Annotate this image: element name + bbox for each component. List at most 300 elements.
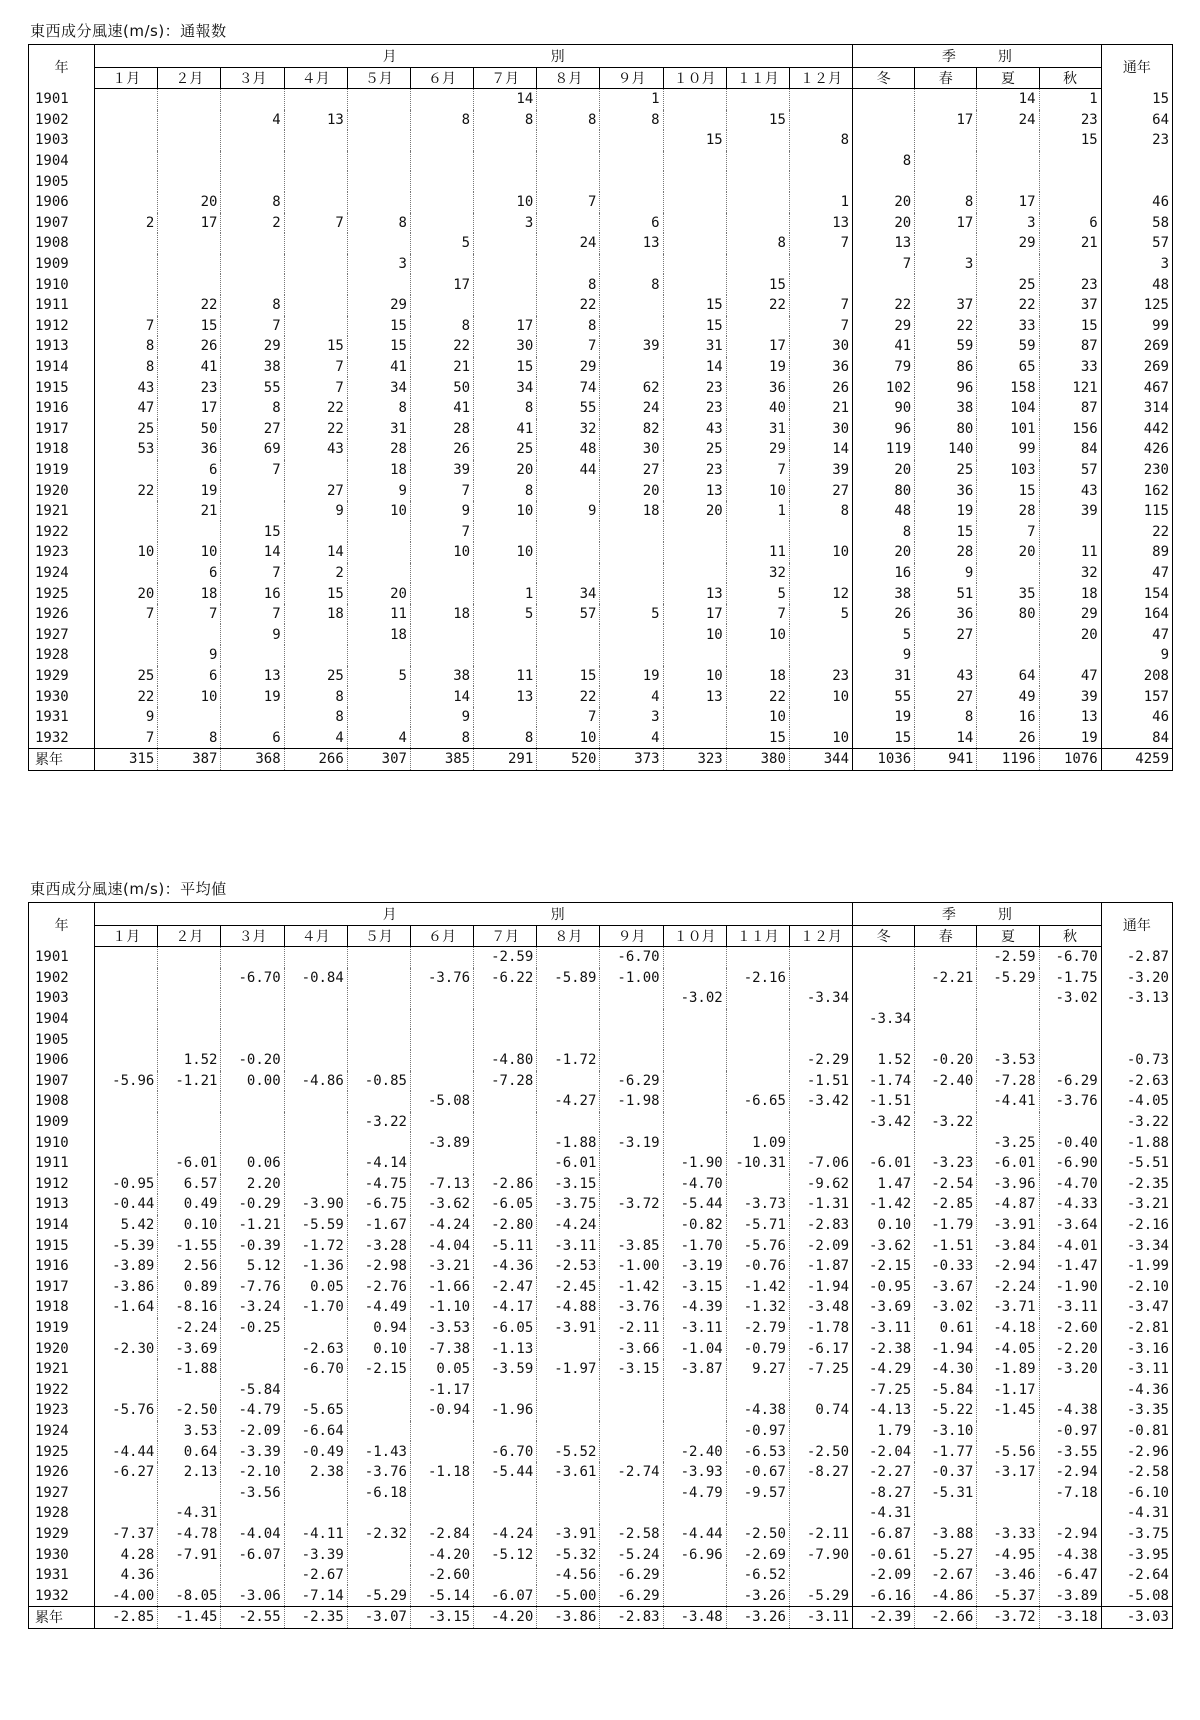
value-cell xyxy=(789,645,852,666)
season-header: 春 xyxy=(915,926,977,947)
value-cell xyxy=(726,213,789,234)
value-cell: -2.81 xyxy=(1101,1318,1172,1339)
value-cell: 27 xyxy=(915,624,977,645)
value-cell xyxy=(726,151,789,172)
month-header: ５月 xyxy=(347,926,410,947)
value-cell: -3.96 xyxy=(977,1174,1039,1195)
value-cell: -3.75 xyxy=(537,1194,600,1215)
value-cell: 57 xyxy=(1101,233,1172,254)
value-cell: 0.05 xyxy=(410,1359,473,1380)
value-cell: 20 xyxy=(600,480,663,501)
value-cell: 53 xyxy=(95,439,158,460)
table-row xyxy=(29,233,1173,254)
value-cell: -5.96 xyxy=(95,1071,158,1092)
value-cell: 7 xyxy=(537,336,600,357)
year-cell: 1910 xyxy=(29,274,95,295)
value-cell: -3.76 xyxy=(1039,1091,1101,1112)
value-cell: -3.34 xyxy=(789,988,852,1009)
value-cell: 87 xyxy=(1039,336,1101,357)
value-cell xyxy=(474,521,537,542)
value-cell xyxy=(284,89,347,110)
year-cell: 1921 xyxy=(29,501,95,522)
value-cell: -2.35 xyxy=(284,1607,347,1629)
value-cell: -2.55 xyxy=(221,1607,284,1629)
table-row xyxy=(29,1297,1173,1318)
value-cell xyxy=(284,233,347,254)
value-cell xyxy=(410,1441,473,1462)
value-cell: -3.84 xyxy=(977,1235,1039,1256)
value-cell: -4.20 xyxy=(474,1607,537,1629)
value-cell: 20 xyxy=(977,542,1039,563)
value-cell: 27 xyxy=(284,480,347,501)
value-cell: -3.02 xyxy=(1039,988,1101,1009)
total-label-cell: 累年 xyxy=(29,1607,95,1629)
value-cell: 96 xyxy=(915,377,977,398)
value-cell: -0.37 xyxy=(915,1462,977,1483)
value-cell: 15 xyxy=(221,521,284,542)
value-cell: 27 xyxy=(600,460,663,481)
value-cell: 7 xyxy=(537,707,600,728)
value-cell: -2.86 xyxy=(474,1174,537,1195)
value-cell xyxy=(347,89,410,110)
table-row xyxy=(29,1029,1173,1050)
value-cell xyxy=(95,171,158,192)
value-cell: 8 xyxy=(915,192,977,213)
value-cell xyxy=(221,171,284,192)
value-cell xyxy=(347,1050,410,1071)
value-cell xyxy=(410,1009,473,1030)
value-cell xyxy=(284,295,347,316)
value-cell xyxy=(474,295,537,316)
value-cell: 1.09 xyxy=(726,1132,789,1153)
value-cell: 17 xyxy=(663,604,726,625)
year-cell: 1926 xyxy=(29,604,95,625)
value-cell xyxy=(915,1029,977,1050)
value-cell: -4.86 xyxy=(284,1071,347,1092)
value-cell: -5.51 xyxy=(1101,1153,1172,1174)
value-cell: -0.95 xyxy=(95,1174,158,1195)
value-cell xyxy=(726,1050,789,1071)
table-row xyxy=(29,460,1173,481)
value-cell: 5 xyxy=(853,624,915,645)
value-cell: 38 xyxy=(410,666,473,687)
value-cell xyxy=(789,274,852,295)
value-cell: -4.38 xyxy=(1039,1544,1101,1565)
value-cell: -3.11 xyxy=(537,1235,600,1256)
value-cell xyxy=(663,645,726,666)
value-cell: 5.42 xyxy=(95,1215,158,1236)
value-cell: -1.43 xyxy=(347,1441,410,1462)
value-cell xyxy=(158,151,221,172)
mean-table xyxy=(28,902,1173,1629)
value-cell: 344 xyxy=(789,749,852,771)
value-cell: -4.39 xyxy=(663,1297,726,1318)
value-cell: 18 xyxy=(158,583,221,604)
value-cell: 15 xyxy=(726,110,789,131)
value-cell xyxy=(789,1112,852,1133)
value-cell: -0.82 xyxy=(663,1215,726,1236)
value-cell: 23 xyxy=(663,398,726,419)
value-cell: 10 xyxy=(410,542,473,563)
value-cell xyxy=(789,521,852,542)
value-cell: -5.08 xyxy=(410,1091,473,1112)
value-cell: -3.91 xyxy=(977,1215,1039,1236)
table-row xyxy=(29,130,1173,151)
value-cell xyxy=(915,1009,977,1030)
value-cell xyxy=(977,1009,1039,1030)
value-cell: 82 xyxy=(600,419,663,440)
value-cell: -3.11 xyxy=(1101,1359,1172,1380)
value-cell: -3.53 xyxy=(410,1318,473,1339)
table-row xyxy=(29,295,1173,316)
year-cell: 1927 xyxy=(29,1482,95,1503)
value-cell: 10 xyxy=(726,624,789,645)
value-cell: -1.94 xyxy=(915,1338,977,1359)
value-cell: 156 xyxy=(1039,419,1101,440)
value-cell xyxy=(474,233,537,254)
value-cell: 20 xyxy=(853,460,915,481)
value-cell: 8 xyxy=(221,295,284,316)
value-cell xyxy=(284,1132,347,1153)
value-cell xyxy=(284,1379,347,1400)
value-cell xyxy=(663,947,726,968)
value-cell xyxy=(537,624,600,645)
value-cell: 291 xyxy=(474,749,537,771)
value-cell xyxy=(853,110,915,131)
value-cell: -5.24 xyxy=(600,1544,663,1565)
value-cell: 31 xyxy=(726,419,789,440)
year-cell: 1927 xyxy=(29,624,95,645)
value-cell: 2 xyxy=(221,213,284,234)
value-cell: 55 xyxy=(537,398,600,419)
value-cell: -1.79 xyxy=(915,1215,977,1236)
value-cell xyxy=(600,1482,663,1503)
value-cell xyxy=(726,947,789,968)
value-cell xyxy=(663,192,726,213)
value-cell: 21 xyxy=(789,398,852,419)
table-row xyxy=(29,727,1173,748)
value-cell: -1.78 xyxy=(789,1318,852,1339)
value-cell: 22 xyxy=(726,686,789,707)
value-cell: -6.01 xyxy=(537,1153,600,1174)
value-cell xyxy=(537,1071,600,1092)
value-cell xyxy=(221,707,284,728)
month-header: ６月 xyxy=(410,68,473,89)
value-cell: 125 xyxy=(1101,295,1172,316)
value-cell xyxy=(95,1009,158,1030)
value-cell xyxy=(221,480,284,501)
value-cell xyxy=(474,1029,537,1050)
value-cell xyxy=(853,89,915,110)
value-cell xyxy=(600,316,663,337)
value-cell: 15 xyxy=(726,274,789,295)
value-cell xyxy=(221,274,284,295)
value-cell: 10 xyxy=(474,192,537,213)
value-cell: 8 xyxy=(726,233,789,254)
value-cell: 22 xyxy=(158,295,221,316)
value-cell: 34 xyxy=(474,377,537,398)
value-cell: 10 xyxy=(726,480,789,501)
value-cell: -3.76 xyxy=(600,1297,663,1318)
value-cell: -6.64 xyxy=(284,1421,347,1442)
value-cell xyxy=(284,460,347,481)
value-cell xyxy=(221,130,284,151)
value-cell xyxy=(853,1132,915,1153)
month-header: ４月 xyxy=(284,68,347,89)
value-cell: 41 xyxy=(347,357,410,378)
value-cell xyxy=(663,1009,726,1030)
value-cell: 8 xyxy=(537,110,600,131)
value-cell: -5.76 xyxy=(95,1400,158,1421)
value-cell: -0.94 xyxy=(410,1400,473,1421)
value-cell: -3.19 xyxy=(600,1132,663,1153)
value-cell: 15 xyxy=(284,336,347,357)
value-cell: 38 xyxy=(853,583,915,604)
value-cell: -1.42 xyxy=(853,1194,915,1215)
value-cell: -9.62 xyxy=(789,1174,852,1195)
value-cell: -4.33 xyxy=(1039,1194,1101,1215)
year-cell: 1905 xyxy=(29,1029,95,1050)
value-cell: -5.29 xyxy=(977,968,1039,989)
value-cell xyxy=(410,1482,473,1503)
value-cell: -1.47 xyxy=(1039,1256,1101,1277)
value-cell xyxy=(410,151,473,172)
value-cell xyxy=(663,213,726,234)
value-cell: 3 xyxy=(347,254,410,275)
value-cell: 15 xyxy=(158,316,221,337)
value-cell xyxy=(600,1379,663,1400)
table-row xyxy=(29,377,1173,398)
value-cell: 48 xyxy=(1101,274,1172,295)
value-cell: 3 xyxy=(474,213,537,234)
value-cell: 20 xyxy=(853,213,915,234)
value-cell: -4.70 xyxy=(663,1174,726,1195)
value-cell: -3.56 xyxy=(221,1482,284,1503)
value-cell xyxy=(663,110,726,131)
month-header: １２月 xyxy=(789,68,852,89)
value-cell xyxy=(474,1379,537,1400)
value-cell: -3.47 xyxy=(1101,1297,1172,1318)
value-cell: 315 xyxy=(95,749,158,771)
value-cell xyxy=(663,1112,726,1133)
value-cell: 15 xyxy=(915,521,977,542)
value-cell xyxy=(95,563,158,584)
value-cell: 8 xyxy=(474,727,537,748)
value-cell: -3.90 xyxy=(284,1194,347,1215)
table-row xyxy=(29,1503,1173,1524)
value-cell: 7 xyxy=(789,316,852,337)
value-cell: -2.94 xyxy=(1039,1524,1101,1545)
value-cell: 7 xyxy=(284,357,347,378)
value-cell: 8 xyxy=(474,480,537,501)
value-cell: 23 xyxy=(789,666,852,687)
value-cell: -6.65 xyxy=(726,1091,789,1112)
value-cell xyxy=(95,988,158,1009)
value-cell xyxy=(95,1318,158,1339)
value-cell: -8.05 xyxy=(158,1585,221,1606)
value-cell: 28 xyxy=(977,501,1039,522)
value-cell: 26 xyxy=(977,727,1039,748)
month-header: ７月 xyxy=(474,926,537,947)
value-cell xyxy=(284,1029,347,1050)
value-cell xyxy=(158,254,221,275)
value-cell: -7.06 xyxy=(789,1153,852,1174)
value-cell: 7 xyxy=(789,233,852,254)
table-row xyxy=(29,624,1173,645)
value-cell: 1.47 xyxy=(853,1174,915,1195)
month-group-header: 月 別 xyxy=(95,45,853,68)
value-cell xyxy=(726,1174,789,1195)
value-cell: 6 xyxy=(1039,213,1101,234)
value-cell: 17 xyxy=(977,192,1039,213)
value-cell xyxy=(221,1503,284,1524)
year-cell: 1914 xyxy=(29,1215,95,1236)
value-cell: 5.12 xyxy=(221,1256,284,1277)
value-cell xyxy=(158,947,221,968)
value-cell xyxy=(726,1071,789,1092)
value-cell: -2.94 xyxy=(1039,1462,1101,1483)
value-cell xyxy=(474,171,537,192)
value-cell: 8 xyxy=(600,110,663,131)
year-cell: 1916 xyxy=(29,1256,95,1277)
value-cell: -3.53 xyxy=(977,1050,1039,1071)
value-cell: 23 xyxy=(1039,274,1101,295)
year-cell: 1931 xyxy=(29,707,95,728)
value-cell xyxy=(95,254,158,275)
value-cell xyxy=(977,1029,1039,1050)
value-cell xyxy=(158,89,221,110)
season-header: 秋 xyxy=(1039,68,1101,89)
value-cell: 84 xyxy=(1039,439,1101,460)
value-cell: -6.52 xyxy=(726,1565,789,1586)
value-cell: -4.41 xyxy=(977,1091,1039,1112)
value-cell: 15 xyxy=(726,727,789,748)
value-cell: 36 xyxy=(789,357,852,378)
value-cell: 20 xyxy=(853,192,915,213)
value-cell: -2.53 xyxy=(537,1256,600,1277)
value-cell: -3.25 xyxy=(977,1132,1039,1153)
year-cell: 1920 xyxy=(29,1338,95,1359)
value-cell: -2.63 xyxy=(284,1338,347,1359)
value-cell xyxy=(600,1153,663,1174)
value-cell xyxy=(347,151,410,172)
value-cell: -2.27 xyxy=(853,1462,915,1483)
value-cell xyxy=(789,171,852,192)
value-cell: -3.26 xyxy=(726,1607,789,1629)
value-cell xyxy=(95,460,158,481)
value-cell: 15 xyxy=(537,666,600,687)
table-row xyxy=(29,707,1173,728)
value-cell: 4259 xyxy=(1101,749,1172,771)
value-cell xyxy=(726,1112,789,1133)
value-cell xyxy=(221,501,284,522)
value-cell: 64 xyxy=(1101,110,1172,131)
value-cell: 37 xyxy=(1039,295,1101,316)
value-cell xyxy=(1039,171,1101,192)
value-cell xyxy=(600,1400,663,1421)
count-table-section xyxy=(28,20,1173,771)
count-table-body xyxy=(29,89,1173,771)
year-cell: 1902 xyxy=(29,110,95,131)
value-cell: 47 xyxy=(1101,624,1172,645)
year-cell: 1908 xyxy=(29,1091,95,1112)
value-cell xyxy=(726,171,789,192)
value-cell: 14 xyxy=(789,439,852,460)
year-cell: 1922 xyxy=(29,1379,95,1400)
year-cell: 1917 xyxy=(29,1277,95,1298)
value-cell xyxy=(95,151,158,172)
value-cell xyxy=(221,988,284,1009)
value-cell: -4.31 xyxy=(1101,1503,1172,1524)
value-cell: 8 xyxy=(600,274,663,295)
value-cell: -2.40 xyxy=(915,1071,977,1092)
value-cell: 47 xyxy=(95,398,158,419)
value-cell: 442 xyxy=(1101,419,1172,440)
year-cell: 1904 xyxy=(29,151,95,172)
table-row xyxy=(29,1359,1173,1380)
value-cell: 22 xyxy=(537,686,600,707)
value-cell: 25 xyxy=(474,439,537,460)
value-cell xyxy=(600,583,663,604)
value-cell: 15 xyxy=(347,316,410,337)
value-cell xyxy=(284,151,347,172)
value-cell xyxy=(284,1482,347,1503)
value-cell xyxy=(95,1091,158,1112)
value-cell xyxy=(158,988,221,1009)
value-cell: 10 xyxy=(789,727,852,748)
value-cell: -1.13 xyxy=(474,1338,537,1359)
value-cell xyxy=(915,1132,977,1153)
value-cell: 9 xyxy=(1101,645,1172,666)
value-cell: -1.94 xyxy=(789,1277,852,1298)
table-row xyxy=(29,192,1173,213)
value-cell: 0.74 xyxy=(789,1400,852,1421)
season-header: 春 xyxy=(915,68,977,89)
value-cell xyxy=(158,1091,221,1112)
value-cell: 1196 xyxy=(977,749,1039,771)
value-cell: 4 xyxy=(221,110,284,131)
value-cell: 15 xyxy=(1039,316,1101,337)
value-cell: -5.11 xyxy=(474,1235,537,1256)
value-cell: 13 xyxy=(600,233,663,254)
value-cell xyxy=(347,1379,410,1400)
value-cell: -1.42 xyxy=(600,1277,663,1298)
value-cell xyxy=(789,624,852,645)
value-cell: 0.64 xyxy=(158,1441,221,1462)
year-cell: 1904 xyxy=(29,1009,95,1030)
year-cell: 1932 xyxy=(29,727,95,748)
value-cell xyxy=(789,1029,852,1050)
table-row xyxy=(29,563,1173,584)
value-cell: 941 xyxy=(915,749,977,771)
value-cell xyxy=(977,151,1039,172)
table-row xyxy=(29,419,1173,440)
value-cell: -3.34 xyxy=(853,1009,915,1030)
value-cell: 7 xyxy=(221,460,284,481)
value-cell: -4.24 xyxy=(474,1524,537,1545)
value-cell: -5.29 xyxy=(789,1585,852,1606)
value-cell: 19 xyxy=(1039,727,1101,748)
value-cell: -4.31 xyxy=(158,1503,221,1524)
value-cell: 3 xyxy=(600,707,663,728)
value-cell: -3.07 xyxy=(347,1607,410,1629)
value-cell xyxy=(726,89,789,110)
value-cell: 7 xyxy=(789,295,852,316)
value-cell: 13 xyxy=(663,686,726,707)
value-cell: 19 xyxy=(726,357,789,378)
value-cell: 22 xyxy=(284,419,347,440)
value-cell: 7 xyxy=(853,254,915,275)
